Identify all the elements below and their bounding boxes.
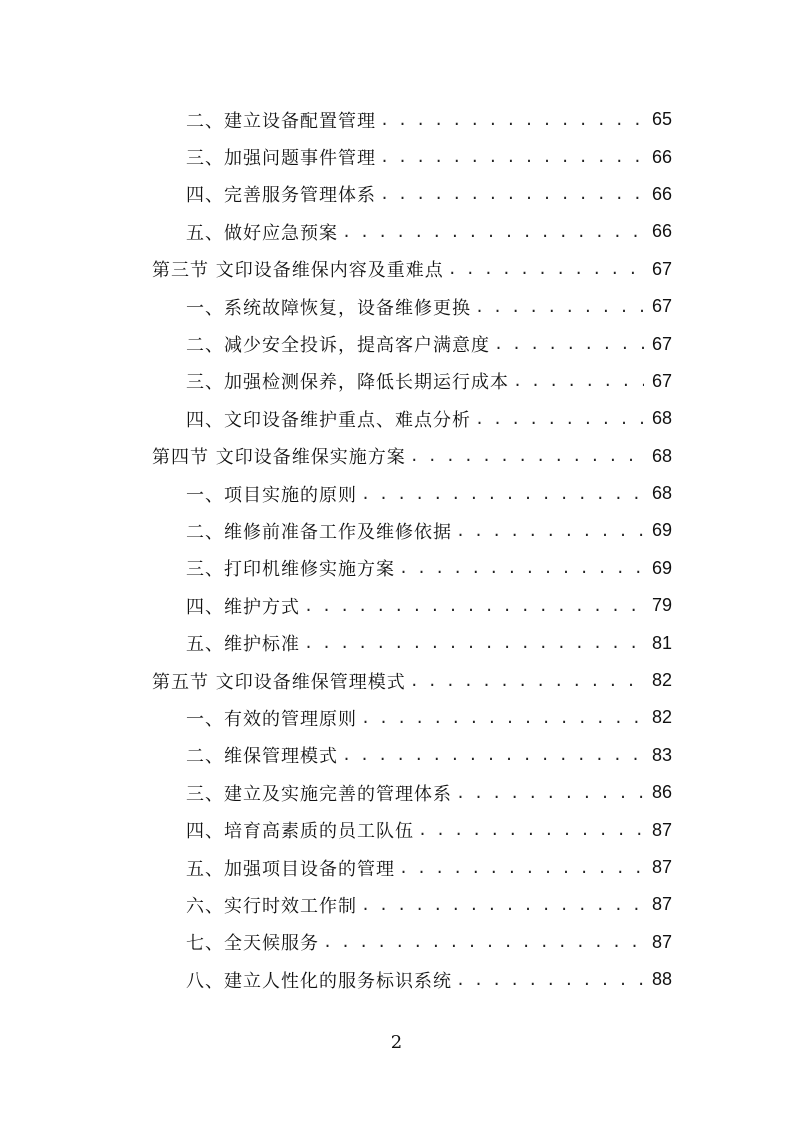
toc-dot-leader	[410, 671, 644, 691]
toc-entry-page: 88	[651, 969, 672, 990]
toc-dot-leader	[456, 970, 644, 990]
toc-dot-leader	[513, 371, 644, 391]
toc-dot-leader	[323, 932, 644, 952]
toc-entry-title: 七、全天候服务	[186, 933, 319, 955]
toc-entry[interactable]	[152, 587, 672, 624]
toc-entry[interactable]	[152, 101, 672, 138]
toc-entry-page: 67	[651, 333, 672, 354]
toc-entry-page: 86	[651, 782, 672, 803]
toc-dot-leader	[361, 708, 644, 728]
toc-entry-page: 68	[651, 408, 672, 429]
toc-entry-title: 四、维护方式	[186, 596, 300, 618]
toc-entry-page: 67	[651, 296, 672, 317]
toc-dot-leader	[475, 297, 644, 317]
toc-dot-leader	[342, 222, 644, 242]
toc-entry-title: 二、维保管理模式	[186, 746, 338, 768]
toc-entry-page: 87	[651, 894, 672, 915]
toc-entry-title: 五、加强项目设备的管理	[186, 858, 395, 880]
toc-entry-page: 68	[651, 483, 672, 504]
toc-entry-title: 第四节 文印设备维保实施方案	[152, 447, 406, 469]
toc-entry-title: 三、加强问题事件管理	[186, 148, 376, 170]
toc-dot-leader	[399, 858, 644, 878]
toc-entry-page: 83	[651, 744, 672, 765]
toc-entry-title: 二、减少安全投诉，提高客户满意度	[186, 335, 490, 357]
toc-entry-title: 五、维护标准	[186, 634, 300, 656]
toc-entry-page: 82	[651, 670, 672, 691]
page-number: 2	[390, 1032, 403, 1053]
toc-section-entry[interactable]	[152, 662, 672, 699]
toc-entry-title: 四、文印设备维护重点、难点分析	[186, 409, 471, 431]
toc-entry[interactable]	[152, 400, 672, 437]
toc-entry[interactable]	[152, 363, 672, 400]
toc-entry-title: 二、建立设备配置管理	[186, 110, 376, 132]
toc-entry[interactable]	[152, 512, 672, 549]
toc-entry-title: 三、建立及实施完善的管理体系	[186, 783, 452, 805]
toc-entry-page: 82	[651, 707, 672, 728]
table-of-contents	[152, 101, 672, 998]
toc-dot-leader	[304, 633, 644, 653]
toc-dot-leader	[380, 147, 644, 167]
toc-entry-page: 67	[651, 370, 672, 391]
toc-entry-title: 三、打印机维修实施方案	[186, 559, 395, 581]
toc-entry[interactable]	[152, 550, 672, 587]
toc-dot-leader	[361, 895, 644, 915]
toc-entry-title: 六、实行时效工作制	[186, 895, 357, 917]
toc-dot-leader	[475, 409, 644, 429]
toc-entry-page: 65	[651, 109, 672, 130]
toc-dot-leader	[456, 521, 644, 541]
toc-entry-title: 四、完善服务管理体系	[186, 185, 376, 207]
toc-entry[interactable]	[152, 849, 672, 886]
toc-entry[interactable]	[152, 288, 672, 325]
toc-dot-leader	[342, 745, 644, 765]
toc-entry-page: 81	[651, 632, 672, 653]
toc-entry[interactable]	[152, 325, 672, 362]
toc-entry-title: 一、有效的管理原则	[186, 708, 357, 730]
toc-entry-page: 87	[651, 931, 672, 952]
toc-entry[interactable]	[152, 699, 672, 736]
toc-section-entry[interactable]	[152, 438, 672, 475]
toc-entry-title: 一、系统故障恢复，设备维修更换	[186, 297, 471, 319]
toc-entry-title: 第五节 文印设备维保管理模式	[152, 671, 406, 693]
toc-entry-page: 79	[651, 595, 672, 616]
toc-section-entry[interactable]	[152, 251, 672, 288]
toc-entry[interactable]	[152, 213, 672, 250]
toc-entry[interactable]	[152, 811, 672, 848]
toc-dot-leader	[399, 558, 644, 578]
toc-entry-title: 四、培育高素质的员工队伍	[186, 821, 414, 843]
toc-dot-leader	[410, 446, 644, 466]
toc-entry-page: 67	[651, 258, 672, 279]
toc-entry[interactable]	[152, 737, 672, 774]
toc-entry-page: 68	[651, 445, 672, 466]
toc-entry-page: 66	[651, 221, 672, 242]
toc-dot-leader	[456, 783, 644, 803]
toc-entry[interactable]	[152, 475, 672, 512]
toc-entry-title: 三、加强检测保养，降低长期运行成本	[186, 372, 509, 394]
toc-entry[interactable]	[152, 924, 672, 961]
toc-entry-page: 69	[651, 520, 672, 541]
toc-dot-leader	[380, 110, 644, 130]
toc-entry-page: 87	[651, 819, 672, 840]
toc-dot-leader	[418, 820, 644, 840]
toc-entry[interactable]	[152, 886, 672, 923]
toc-entry[interactable]	[152, 176, 672, 213]
toc-dot-leader	[380, 184, 644, 204]
toc-dot-leader	[494, 334, 644, 354]
toc-entry[interactable]	[152, 138, 672, 175]
toc-entry-title: 二、维修前准备工作及维修依据	[186, 521, 452, 543]
toc-entry-title: 第三节 文印设备维保内容及重难点	[152, 260, 444, 282]
toc-entry-page: 66	[651, 183, 672, 204]
toc-entry[interactable]	[152, 961, 672, 998]
toc-dot-leader	[448, 259, 644, 279]
toc-entry-page: 87	[651, 857, 672, 877]
toc-dot-leader	[361, 484, 644, 504]
toc-entry-title: 五、做好应急预案	[186, 222, 338, 244]
toc-entry-page: 69	[651, 557, 672, 578]
toc-entry-title: 八、建立人性化的服务标识系统	[186, 970, 452, 992]
toc-dot-leader	[304, 596, 644, 616]
toc-entry[interactable]	[152, 774, 672, 811]
toc-entry-title: 一、项目实施的原则	[186, 484, 357, 506]
toc-entry-page: 66	[651, 146, 672, 167]
toc-entry[interactable]	[152, 624, 672, 661]
